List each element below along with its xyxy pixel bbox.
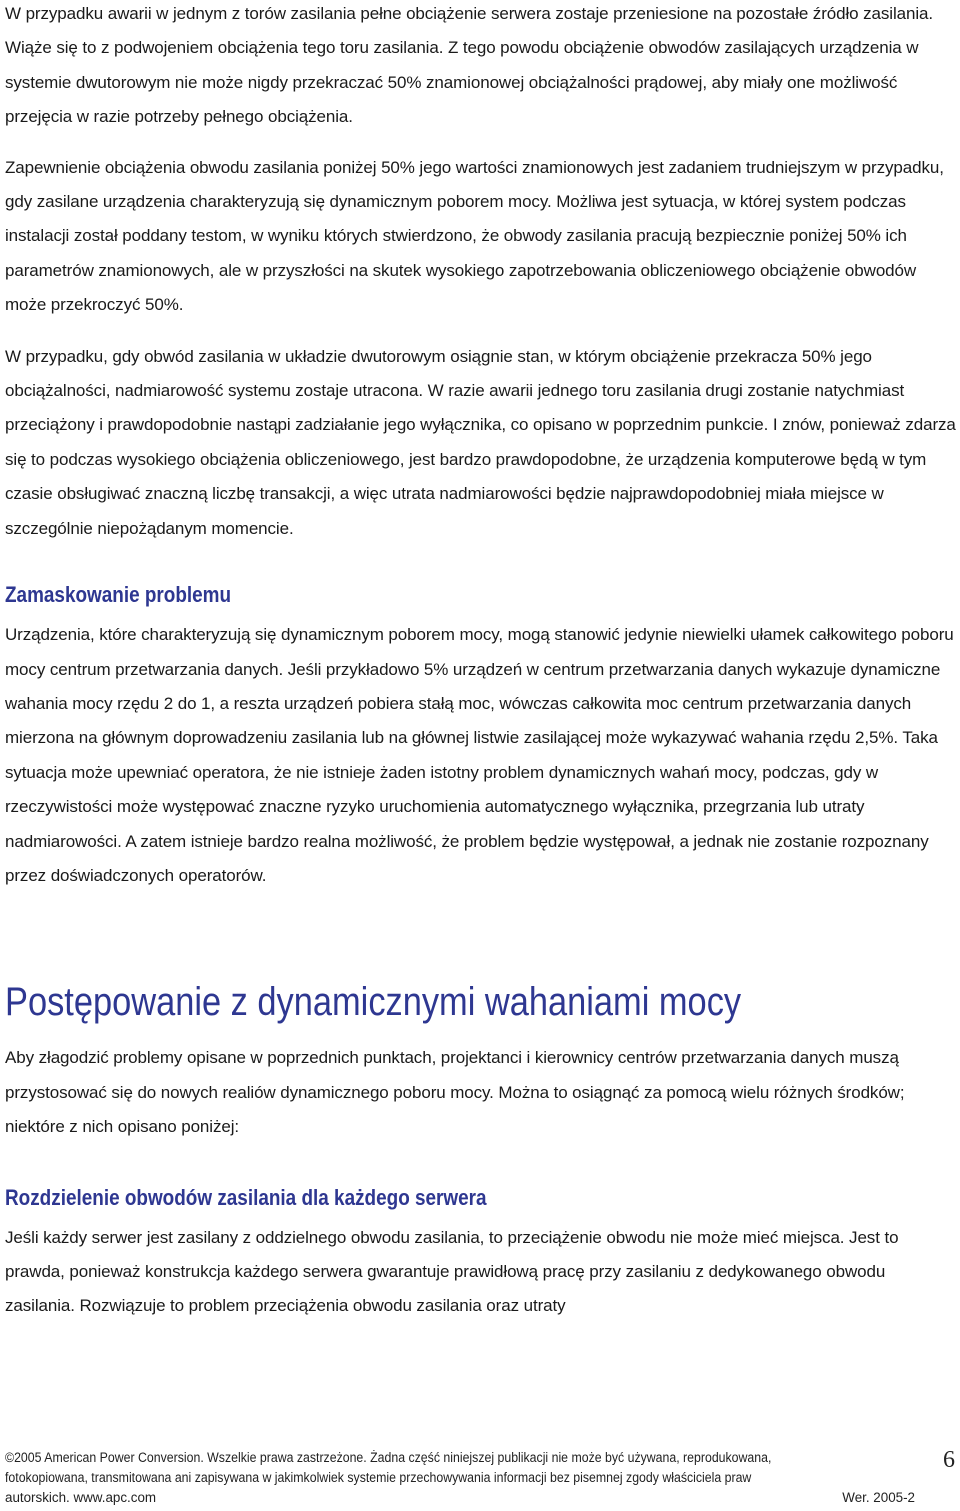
page-number: 6 (943, 1447, 955, 1473)
heading-separate-circuits: Rozdzielenie obwodów zasilania dla każdego serwera (5, 1184, 487, 1210)
copyright-notice (5, 1448, 838, 1488)
heading-handling-dynamic-power: Postępowanie z dynamicznymi wahaniami mocy (5, 980, 742, 1025)
footer-line-2: fotokopiowana, transmitowana ani zapisywana w jakimkolwiek systemie przechowywania informacji bez pisemnej zgody właściciela praw (5, 1470, 752, 1485)
document-page (5, 0, 957, 1324)
heading-masking-problem: Zamaskowanie problemu (5, 582, 232, 608)
paragraph-separate-circuits: Jeśli każdy serwer jest zasilany z oddzielnego obwodu zasilania, to przeciążenie obwodu nie może mieć miejsca. Jest to prawda, ponieważ konstrukcja każdego serwera gwarantuje prawidłową pracę przy zasilaniu z dedykowanego obwodu zasilania. Rozwiązuje to problem przeciążenia obwodu zasilania oraz utraty (5, 1227, 899, 1316)
paragraph-dynamic-load: Zapewnienie obciążenia obwodu zasilania poniżej 50% jego wartości znamionowych jest zadaniem trudniejszym w przypadku, gdy zasilane urządzenia charakteryzują się dynamicznym poborem mocy. Możliwa jest sytuacja, w której system podczas instalacji został poddany testom, w wyniku których stwierdzono, że obwody zasilania pracują bezpiecznie poniżej 50% ich parametrów znamionowych, ale w przyszłości na skutek wysokiego zapotrzebowania obliczeniowego obciążenie obwodów może przekroczyć 50%. (5, 157, 944, 315)
paragraph-redundancy-loss: W przypadku, gdy obwód zasilania w układzie dwutorowym osiągnie stan, w którym obciążenie przekracza 50% jego obciążalności, nadmiarowość systemu zostaje utracona. W razie awarii jednego toru zasilania drugi zostanie natychmiast przeciążony i prawdopodobnie nastąpi zadziałanie jego wyłącznika, co opisano w poprzednim punkcie. I znów, ponieważ zdarza się to podczas wysokiego obciążenia obliczeniowego, jest bardzo prawdopodobne, że urządzenia komputerowe będą w tym czasie obsługiwać znaczną liczbę transakcji, a więc utrata nadmiarowości będzie najprawdopodobniej miała miejsce w szczególnie niepożądanym momencie. (5, 346, 956, 538)
paragraph-dual-path-load: W przypadku awarii w jednym z torów zasilania pełne obciążenie serwera zostaje przeniesione na pozostałe źródło zasilania. Wiąże się to z podwojeniem obciążenia tego toru zasilania. Z tego powodu obciążenie obwodów zasilających urządzenia w systemie dwutorowym nie może nigdy przekraczać 50% znamionowej obciążalności prądowej, aby miały one możliwość przejęcia w razie potrzeby pełnego obciążenia. (5, 4, 934, 127)
footer-website: autorskich. www.apc.com (5, 1490, 157, 1505)
footer-version: Wer. 2005-2 (842, 1490, 915, 1505)
footer-line-3 (5, 1488, 915, 1508)
page-footer (5, 1448, 955, 1508)
paragraph-mitigation-intro: Aby złagodzić problemy opisane w poprzednich punktach, projektanci i kierownicy centrów przetwarzania danych muszą przystosować się do nowych realiów dynamicznego poboru mocy. Można to osiągnąć za pomocą wielu różnych środków; niektóre z nich opisano poniżej: (5, 1048, 905, 1137)
footer-line-1: ©2005 American Power Conversion. Wszelkie prawa zastrzeżone. Żadna część niniejszej publikacji nie może być używana, reprodukowana, (5, 1450, 772, 1465)
paragraph-masking: Urządzenia, które charakteryzują się dynamicznym poborem mocy, mogą stanowić jedynie niewielki ułamek całkowitego poboru mocy centrum przetwarzania danych. Jeśli przykładowo 5% urządzeń w centrum przetwarzania danych wykazuje dynamiczne wahania mocy rzędu 2 do 1, a reszta urządzeń pobiera stałą moc, wówczas całkowita moc centrum przetwarzania danych mierzona na głównym doprowadzeniu zasilania lub na głównej listwie zasilającej może wykazywać wahania rzędu 2,5%. Taka sytuacja może upewniać operatora, że nie istnieje żaden istotny problem dynamicznych wahań mocy, podczas, gdy w rzeczywistości może występować znaczne ryzyko uruchomienia automatycznego wyłącznika, przegrzania lub utraty nadmiarowości. A zatem istnieje bardzo realna możliwość, że problem będzie występował, a jednak nie zostanie rozpoznany przez doświadczonych operatorów. (5, 625, 954, 885)
